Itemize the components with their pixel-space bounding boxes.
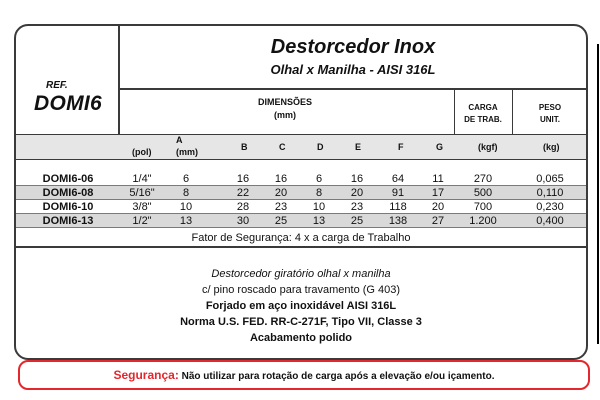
- product-title: Destorcedor Inox: [270, 36, 436, 58]
- col-kgf: (kgf): [478, 142, 498, 152]
- row-ref: DOMI6-08: [42, 187, 94, 199]
- peso-header: [512, 102, 588, 126]
- carga-header: [454, 102, 512, 126]
- row-f: 91: [391, 187, 405, 199]
- row-peso: 0,065: [536, 173, 564, 185]
- col-mm: (mm): [176, 147, 198, 157]
- col-a: A: [176, 135, 183, 145]
- row-c: 25: [274, 215, 288, 227]
- carga-label-2: DE TRAB.: [464, 115, 502, 124]
- ref-label: REF.: [46, 80, 68, 91]
- row-d: 10: [312, 201, 326, 213]
- row-carga: 700: [473, 201, 493, 213]
- col-pol: (pol): [132, 147, 152, 157]
- row-f: 64: [391, 173, 405, 185]
- spec-card: [14, 24, 588, 360]
- desc-line-4: Norma U.S. FED. RR-C-271F, Tipo VII, Classe 3: [180, 316, 422, 328]
- row-peso: 0,230: [536, 201, 564, 213]
- table-row: [16, 200, 586, 214]
- safety-label: Segurança:: [113, 368, 179, 382]
- row-pol: 3/8": [132, 201, 152, 213]
- desc-line-1: Destorcedor giratório olhal x manilha: [211, 268, 391, 280]
- row-e: 16: [350, 173, 364, 185]
- row-g: 20: [431, 201, 445, 213]
- row-b: 28: [236, 201, 250, 213]
- row-d: 8: [315, 187, 323, 199]
- col-c: C: [279, 142, 286, 152]
- row-peso: 0,400: [536, 215, 564, 227]
- row-d: 13: [312, 215, 326, 227]
- desc-line-5: Acabamento polido: [249, 332, 353, 344]
- row-mm: 10: [179, 201, 193, 213]
- edge-border: [597, 44, 599, 344]
- row-d: 6: [315, 173, 323, 185]
- row-c: 23: [274, 201, 288, 213]
- table-row: [16, 214, 586, 228]
- desc-line-3: Forjado em aço inoxidável AISI 316L: [205, 300, 397, 312]
- col-e: E: [355, 142, 362, 152]
- row-g: 27: [431, 215, 445, 227]
- row-mm: 8: [182, 187, 190, 199]
- carga-label: CARGA: [468, 103, 498, 112]
- ref-code: DOMI6: [34, 92, 103, 115]
- row-ref: DOMI6-10: [42, 201, 94, 213]
- row-c: 16: [274, 173, 288, 185]
- dimensoes-unit: (mm): [274, 110, 296, 120]
- row-g: 11: [432, 173, 444, 185]
- col-kg: (kg): [543, 142, 560, 152]
- row-peso: 0,110: [536, 187, 564, 199]
- row-f: 138: [388, 215, 408, 227]
- row-g: 17: [431, 187, 445, 199]
- row-mm: 13: [179, 215, 193, 227]
- col-g: G: [436, 142, 444, 152]
- row-ref: DOMI6-06: [42, 173, 94, 185]
- row-pol: 1/2": [132, 215, 152, 227]
- peso-label: PESO: [538, 103, 562, 112]
- row-e: 25: [350, 215, 364, 227]
- row-b: 22: [236, 187, 250, 199]
- row-pol: 1/4": [132, 173, 152, 185]
- column-header-row: [16, 134, 586, 160]
- row-carga: 500: [473, 187, 493, 199]
- product-subtitle: Olhal x Manilha - AISI 316L: [270, 62, 436, 77]
- row-b: 30: [236, 215, 250, 227]
- dimensoes-header: [120, 96, 450, 136]
- row-f: 118: [389, 201, 407, 213]
- safety-factor: Fator de Segurança: 4 x a carga de Trabalho: [16, 232, 586, 248]
- safety-text: Não utilizar para rotação de carga após a elevação e/ou içamento.: [181, 371, 495, 382]
- row-mm: 6: [182, 173, 190, 185]
- col-b: B: [241, 142, 248, 152]
- row-pol: 5/16": [129, 187, 155, 199]
- table-row: [16, 172, 586, 186]
- safety-warning: [18, 360, 590, 390]
- description: [16, 266, 586, 346]
- peso-label-2: UNIT.: [540, 115, 560, 124]
- row-carga: 1.200: [469, 215, 497, 227]
- col-f: F: [398, 142, 404, 152]
- row-e: 23: [350, 201, 364, 213]
- row-carga: 270: [473, 173, 493, 185]
- dimensoes-label: DIMENSÕES: [257, 97, 312, 107]
- row-b: 16: [236, 173, 250, 185]
- row-e: 20: [350, 187, 364, 199]
- row-ref: DOMI6-13: [42, 215, 94, 227]
- col-d: D: [317, 142, 324, 152]
- row-c: 20: [274, 187, 288, 199]
- title-area: [120, 26, 586, 90]
- table-row: [16, 186, 586, 200]
- desc-line-2: c/ pino roscado para travamento (G 403): [201, 284, 401, 296]
